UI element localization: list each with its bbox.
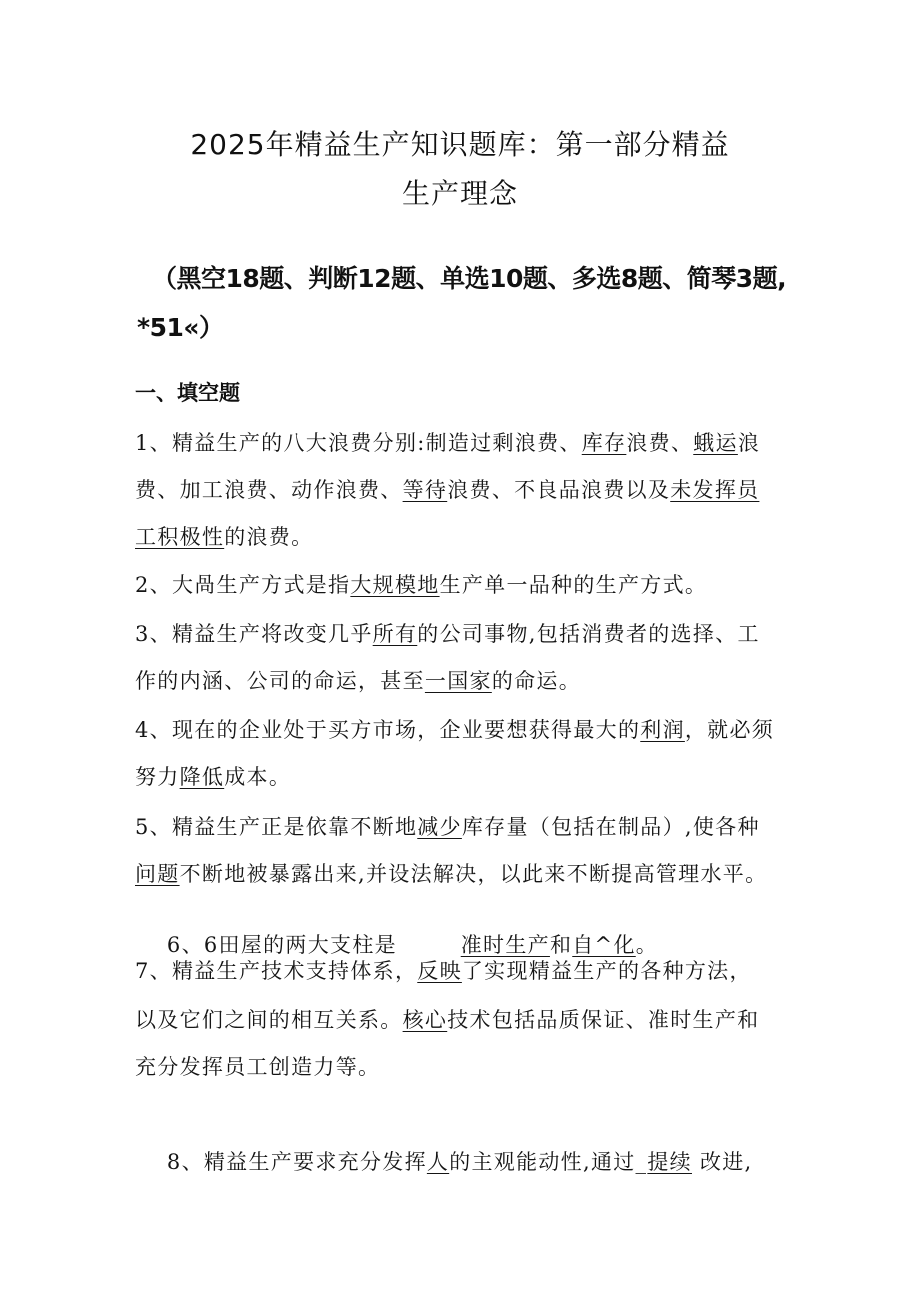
answer-blank: 等待	[402, 478, 448, 502]
text-segment: 3、精益生产将改变几乎	[135, 622, 373, 646]
answer-blank: 一国家	[424, 669, 492, 693]
text-line	[135, 858, 767, 888]
text-line	[135, 761, 291, 791]
text-segment: 7、精益生产技术支持体系，	[135, 959, 418, 983]
text-segment: 技术包括品质保证、准时生产和	[447, 1008, 760, 1032]
text-segment: 不断地被暴露出来,并设法解决，以此来不断提高管理水平。	[179, 862, 768, 886]
text-segment: 成本。	[224, 765, 292, 789]
text-line	[135, 665, 581, 695]
answer-blank: 核心	[402, 1008, 448, 1032]
text-line	[135, 1122, 753, 1200]
answer-blank: 自^化	[572, 933, 636, 957]
text-line	[135, 1051, 380, 1081]
answer-blank: 问题	[135, 862, 180, 886]
text-segment: 努力	[135, 765, 180, 789]
answer-blank: 人	[426, 1150, 450, 1174]
answer-blank: 库存	[581, 431, 627, 455]
answer-blank: 减少	[417, 815, 462, 839]
text-line	[135, 714, 774, 744]
text-segment: 生产单一品种的生产方式。	[439, 573, 708, 597]
text-line	[135, 474, 759, 504]
text-segment: 8、精益生产要求充分发挥	[166, 1150, 427, 1174]
text-line	[135, 569, 707, 599]
question-count-note-line1: （黑空18题、判断12题、单选10题、多选8题、简琴3题,	[152, 264, 787, 293]
text-segment: 浪费、不良品浪费以及	[447, 478, 671, 502]
text-line	[135, 1004, 759, 1034]
text-segment: 1、精益生产的八大浪费分别:制造过剩浪费、	[135, 431, 582, 455]
answer-blank: 准时生产	[460, 933, 550, 957]
text-segment: 作的内涵、公司的命运，甚至	[135, 669, 425, 693]
text-segment: 。	[635, 933, 659, 957]
answer-blank: 蛾运	[693, 431, 738, 455]
text-segment: 2、大咼生产方式是指	[135, 573, 351, 597]
text-segment: 改进,	[691, 1150, 753, 1174]
answer-blank: 未发挥员	[670, 478, 760, 502]
text-line	[135, 427, 760, 457]
text-segment: 费、加工浪费、动作浪费、	[135, 478, 403, 502]
text-segment: 的主观能动性,通过_	[449, 1150, 648, 1174]
text-segment: 的命运。	[491, 669, 582, 693]
text-segment: 和	[549, 933, 573, 957]
answer-blank: 反映	[417, 959, 462, 983]
answer-blank: 大规模地	[350, 573, 440, 597]
document-title-line1: 2025年精益生产知识题库：第一部分精益	[190, 128, 730, 161]
section-heading: 一、填空题	[135, 381, 240, 405]
text-line	[135, 955, 752, 985]
text-segment: 充分发挥员工创造力等。	[135, 1055, 381, 1079]
text-segment: 5、精益生产正是依靠不断地	[135, 815, 418, 839]
document-title-line2: 生产理念	[401, 177, 518, 210]
text-line	[135, 618, 760, 648]
text-segment: 以及它们之间的相互关系。	[135, 1008, 403, 1032]
answer-blank: 降低	[179, 765, 225, 789]
text-segment: 的浪费。	[224, 525, 314, 549]
answer-blank: 所有	[372, 622, 418, 646]
answer-blank: 利润	[640, 718, 685, 742]
text-line	[135, 811, 760, 841]
question-count-note-line2: *51«）	[137, 313, 224, 342]
text-segment: 了实现精益生产的各种方法，	[461, 959, 752, 983]
text-segment: 浪	[737, 431, 761, 455]
text-segment: 4、现在的企业处于买方市场，企业要想获得最大的	[135, 718, 641, 742]
text-segment: ，就必须	[684, 718, 775, 742]
text-segment: 库存量（包括在制品）,使各种	[461, 815, 760, 839]
text-segment: 浪费、	[626, 431, 694, 455]
answer-blank: 工积极性	[135, 525, 225, 549]
text-line	[135, 521, 313, 551]
text-segment: 6、6田屋的两大支柱是	[166, 933, 461, 957]
text-segment: 的公司事物,包括消费者的选择、工	[417, 622, 760, 646]
answer-blank: 提续	[647, 1150, 692, 1174]
